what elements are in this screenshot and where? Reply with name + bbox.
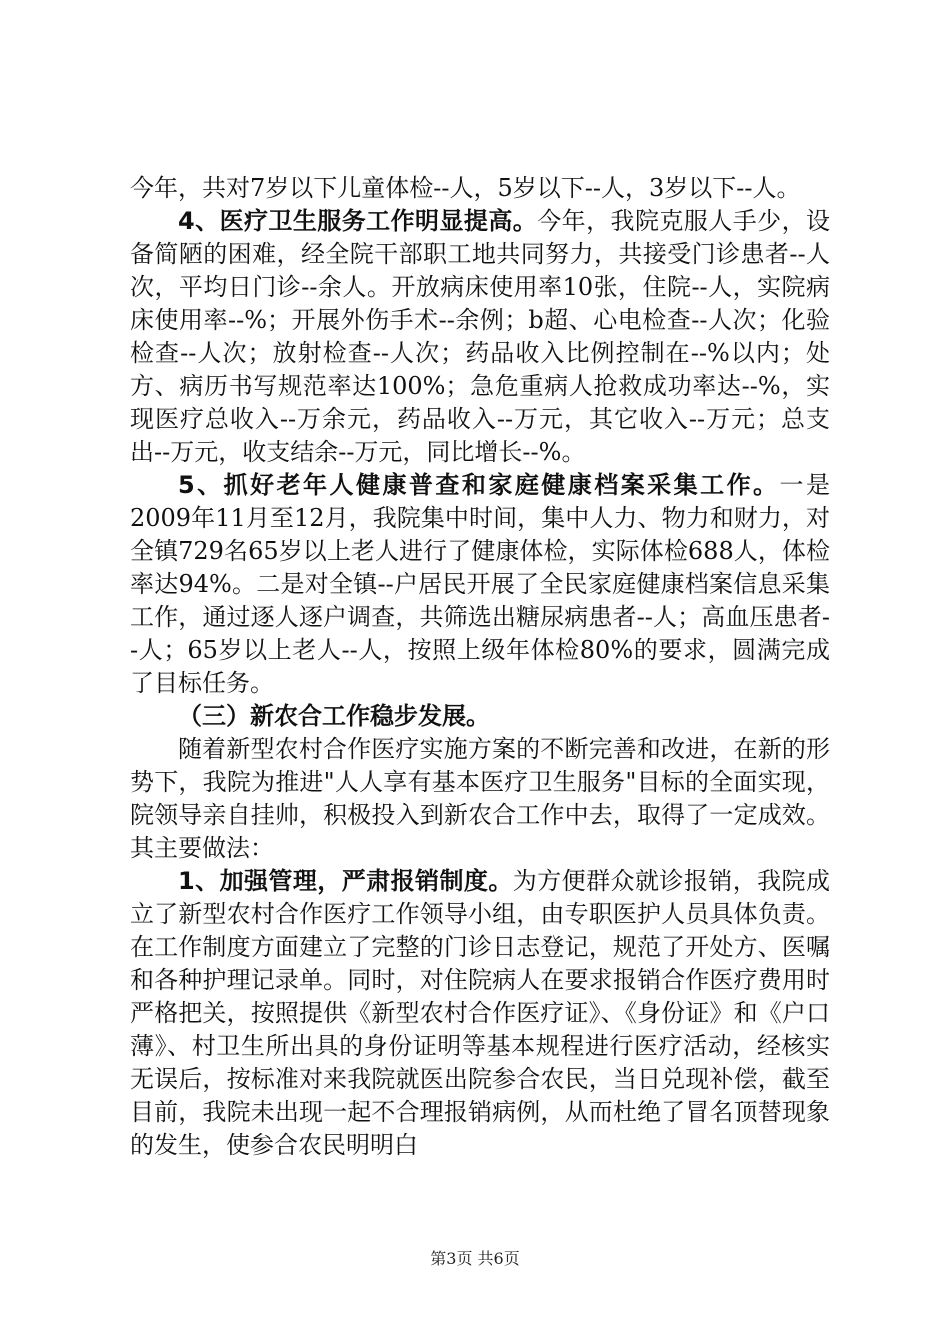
document-body [130, 172, 830, 1162]
paragraph-text: 为方便群众就诊报销，我院成立了新型农村合作医疗工作领导小组，由专职医护人员具体负责。在工作制度方面建立了完整的门诊日志登记，规范了开处方、医嘱和各种护理记录单。同时，对住院病人在要求报销合作医疗费用时严格把关，按照提供《新型农村合作医疗证》、《身份证》和《户口薄》、村卫生所出具的身份证明等基本规程进行医疗活动，经核实无误后，按标准对来我院就医出院参合农民，当日兑现补偿，截至目前，我院未出现一起不合理报销病例，从而杜绝了冒名顶替现象的发生，使参合农民明明白 [130, 867, 830, 1159]
paragraph-continued: 今年，共对7岁以下儿童体检--人，5岁以下--人，3岁以下--人。 [130, 174, 801, 202]
subsection-heading: （三）新农合工作稳步发展。 [178, 702, 490, 730]
paragraph-elderly-health [130, 469, 830, 700]
section-heading: 4、医疗卫生服务工作明显提高。 [178, 207, 538, 235]
paragraph-text: 一是2009年11月至12月，我院集中时间，集中人力、物力和财力，对全镇729名65岁以上老人进行了健康体检，实际体检688人，体检率达94%。二是对全镇--户居民开展了全民家庭健康档案信息采集工作，通过逐人逐户调查，共筛选出糖尿病患者--人；高血压患者--人；65岁以上老人--人，按照上级年体检80%的要求，圆满完成了目标任务。 [130, 471, 831, 697]
paragraph-management [130, 865, 830, 1162]
section-heading: 5、抓好老年人健康普查和家庭健康档案采集工作。 [178, 471, 780, 499]
paragraph-new-coop: 随着新型农村合作医疗实施方案的不断完善和改进，在新的形势下，我院为推进"人人享有基本医疗卫生服务"目标的全面实现，院领导亲自挂帅，积极投入到新农合工作中去，取得了一定成效。其主要做法： [130, 735, 830, 862]
paragraph-text: 今年，我院克服人手少，设备简陋的困难，经全院干部职工地共同努力，共接受门诊患者--人次，平均日门诊--余人。开放病床使用率10张，住院--人，实院病床使用率--%；开展外伤手术--余例；b超、心电检查--人次；化验检查--人次；放射检查--人次；药品收入比例控制在--%以内；处方、病历书写规范率达100%；急危重病人抢救成功率达--%，实现医疗总收入--万余元，药品收入--万元，其它收入--万元；总支出--万元，收支结余--万元，同比增长--%。 [130, 207, 830, 466]
paragraph-medical-service [130, 205, 830, 469]
subsection-title [130, 700, 830, 733]
section-heading: 1、加强管理，严肃报销制度。 [178, 867, 513, 895]
page-footer: 第3页 共6页 [430, 1249, 520, 1268]
